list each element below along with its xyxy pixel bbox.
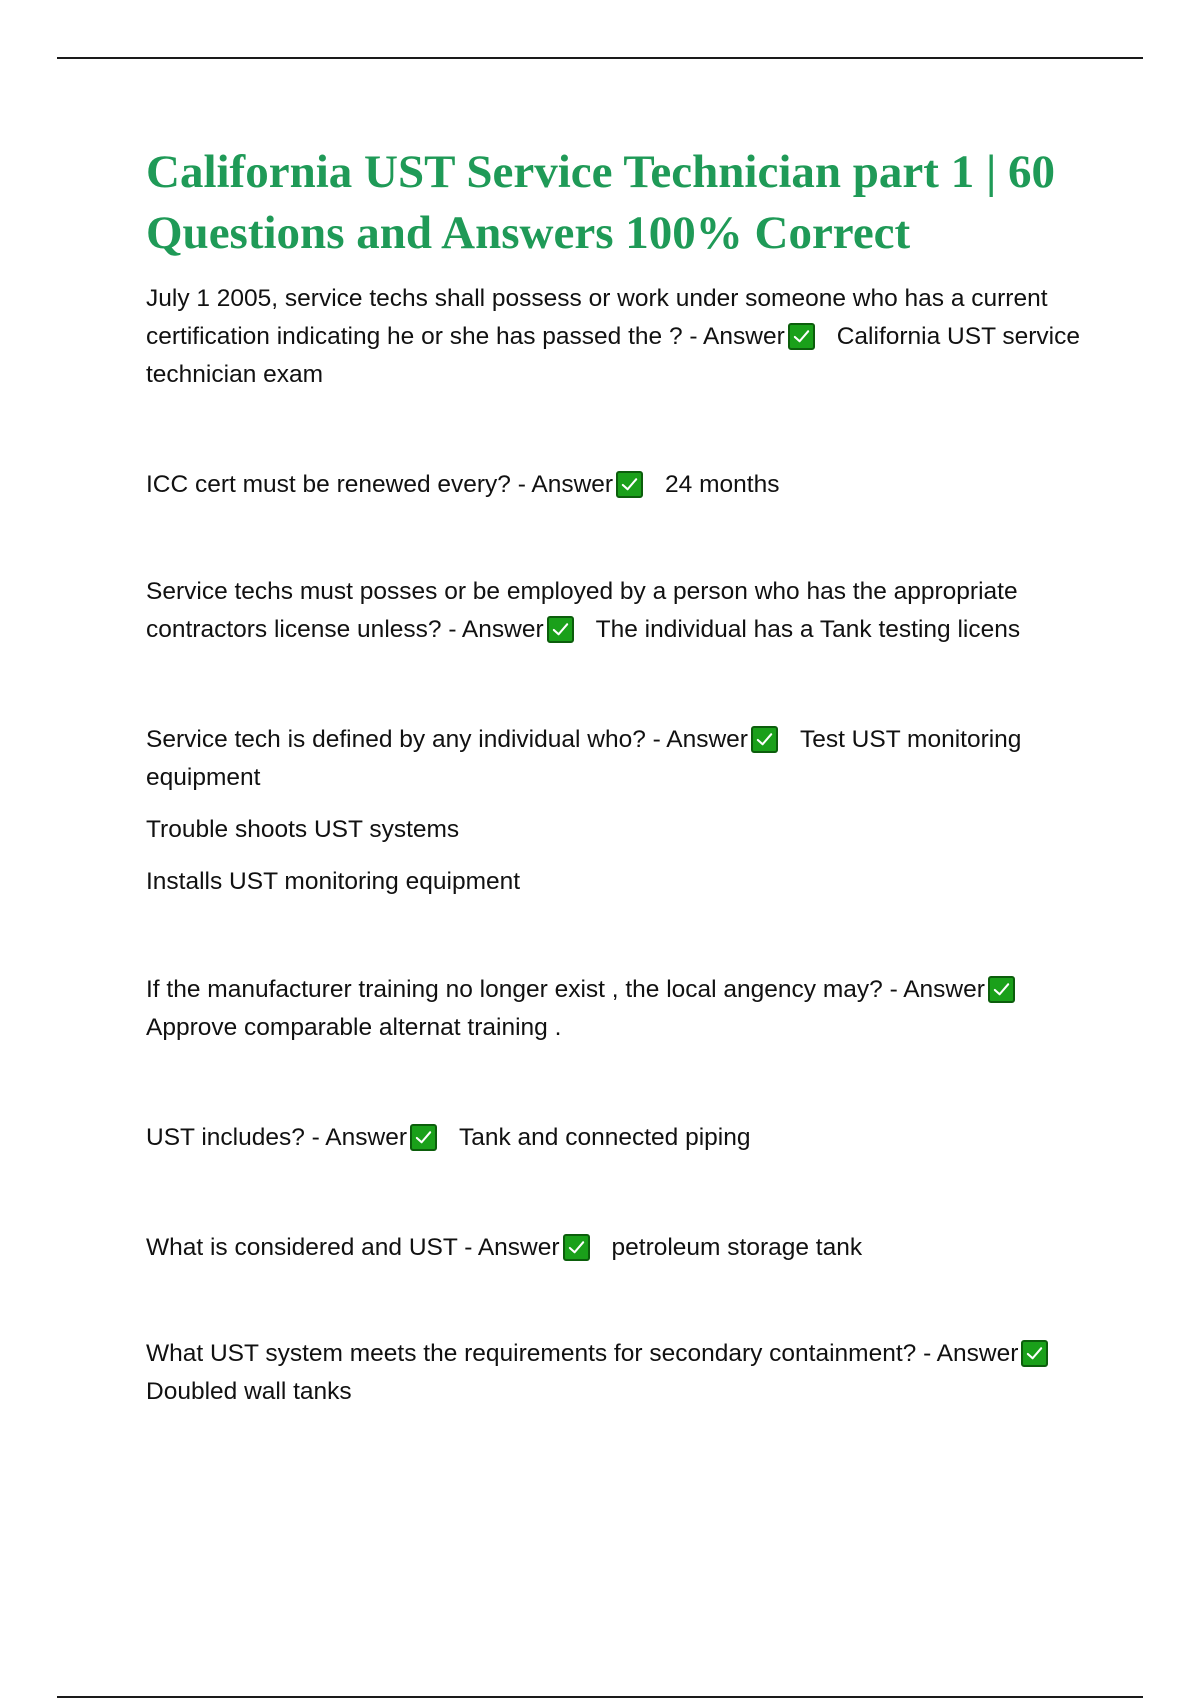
- checkmark-icon: [988, 976, 1015, 1003]
- qa-item: [146, 573, 1096, 649]
- answer-text: Doubled wall tanks: [146, 1378, 352, 1405]
- question-text: July 1 2005, service techs shall possess or work under someone who has a current certification indicating he or she has passed the ? - Answer: [146, 285, 1048, 350]
- question-text: What UST system meets the requirements for secondary containment? - Answer: [146, 1340, 1019, 1367]
- answer-extra-line: Trouble shoots UST systems: [146, 816, 460, 843]
- answer-text: 24 months: [665, 471, 780, 498]
- checkmark-icon: [563, 1234, 590, 1261]
- qa-item: [146, 721, 1096, 797]
- checkmark-icon: [751, 726, 778, 753]
- question-text: Service tech is defined by any individual who? - Answer: [146, 726, 748, 753]
- question-text: UST includes? - Answer: [146, 1124, 407, 1151]
- footer-rule: [57, 1696, 1143, 1698]
- answer-text: California UST service technician exam: [146, 323, 1080, 388]
- qa-item: [146, 466, 1096, 504]
- document-body: [146, 142, 1096, 1411]
- qa-item: [146, 1229, 1096, 1267]
- checkmark-icon: [788, 323, 815, 350]
- qa-item: [146, 971, 1096, 1047]
- checkmark-icon: [616, 471, 643, 498]
- question-text: If the manufacturer training no longer exist , the local angency may? - Answer: [146, 976, 985, 1003]
- document-title: California UST Service Technician part 1 | 60 Questions and Answers 100% Correct: [146, 146, 1056, 259]
- answer-text: Test UST monitoring equipment: [146, 726, 1022, 791]
- qa-item: [146, 1335, 1096, 1411]
- question-text: ICC cert must be renewed every? - Answer: [146, 471, 614, 498]
- checkmark-icon: [1021, 1340, 1048, 1367]
- question-text: Service techs must posses or be employed by a person who has the appropriate contractors license unless? - Answer: [146, 578, 1018, 643]
- answer-text: The individual has a Tank testing licens: [595, 616, 1021, 643]
- answer-text: petroleum storage tank: [611, 1234, 863, 1261]
- header-rule: [57, 57, 1143, 59]
- answer-extra-line: Installs UST monitoring equipment: [146, 868, 521, 895]
- checkmark-icon: [547, 616, 574, 643]
- answer-text: Tank and connected piping: [459, 1124, 751, 1151]
- qa-item: [146, 280, 1096, 394]
- question-text: What is considered and UST - Answer: [146, 1234, 560, 1261]
- checkmark-icon: [410, 1124, 437, 1151]
- answer-text: Approve comparable alternat training .: [146, 1014, 562, 1041]
- qa-item: [146, 1119, 1096, 1157]
